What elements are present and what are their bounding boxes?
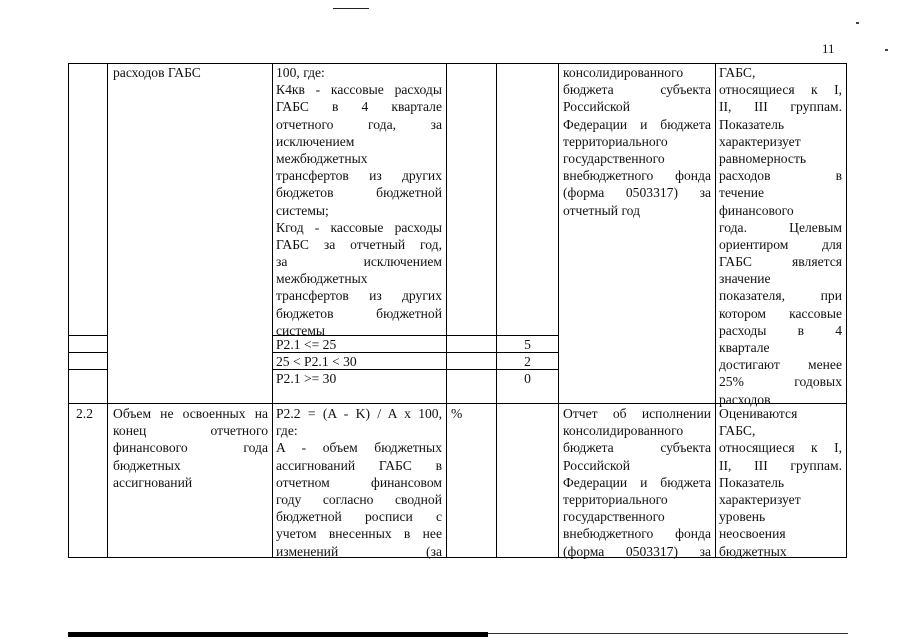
row1-condition-1: P2.1 <= 25	[276, 337, 337, 352]
row1-indicator-name: расходов ГАБС	[113, 65, 201, 80]
scan-edge-bar	[68, 632, 488, 637]
row1-score-1: 5	[524, 337, 531, 352]
row1-condition-3: P2.1 >= 30	[276, 371, 337, 386]
row2-number: 2.2	[76, 406, 93, 421]
scan-edge-line	[488, 633, 848, 634]
row2-source-cell: Отчет об исполнении консолидированного бюджета субъекта Российской Федерации и бюджета территориального государственного внебюджетного фонда (форма 0503317) за	[563, 406, 711, 559]
row1-score-2: 2	[524, 354, 531, 369]
row1-condition-2: 25 < P2.1 < 30	[276, 354, 357, 369]
row1-comment-cell: ГАБС, относящиеся к I, II, III группам. Показатель характеризует равномерность расходов в течение финансового года. Целевым ориентиром для ГАБС является значение показателя, при котором кассовые расходы в 4 квартале достигают менее 25% годовых расходов	[719, 65, 842, 407]
row1-source-cell: консолидированного бюджета субъекта Российской Федерации и бюджета территориального государственного внебюджетного фонда (форма 0503317) за отчетный год	[563, 65, 711, 218]
row1-score-3: 0	[524, 371, 531, 386]
page-number: 11	[822, 41, 835, 56]
row2-comment-cell: Оцениваются ГАБС, относящиеся к I, II, III группам. Показатель характеризует уровень неосвоения бюджетных	[719, 406, 842, 559]
row2-unit: %	[451, 406, 463, 421]
row2-formula-cell: P2.2 = (A - K) / A x 100, где: A - объем бюджетных ассигнований ГАБС в отчетном финансовом году согласно сводной бюджетной росписи с учетом внесенных в нее изменений (за	[276, 406, 442, 559]
row2-indicator-name: Объем не освоенных на конец отчетного финансового года бюджетных ассигнований	[113, 406, 268, 490]
row1-formula-cell: 100, где: К4кв - кассовые расходы ГАБС в 4 квартале отчетного года, за исключением межбюджетных трансфертов из других бюджетов бюджетной системы; Кгод - кассовые расходы ГАБС за отчетный год, за исключением межбюджетных трансфертов из других бюджетов бюджетной системы	[276, 65, 442, 338]
